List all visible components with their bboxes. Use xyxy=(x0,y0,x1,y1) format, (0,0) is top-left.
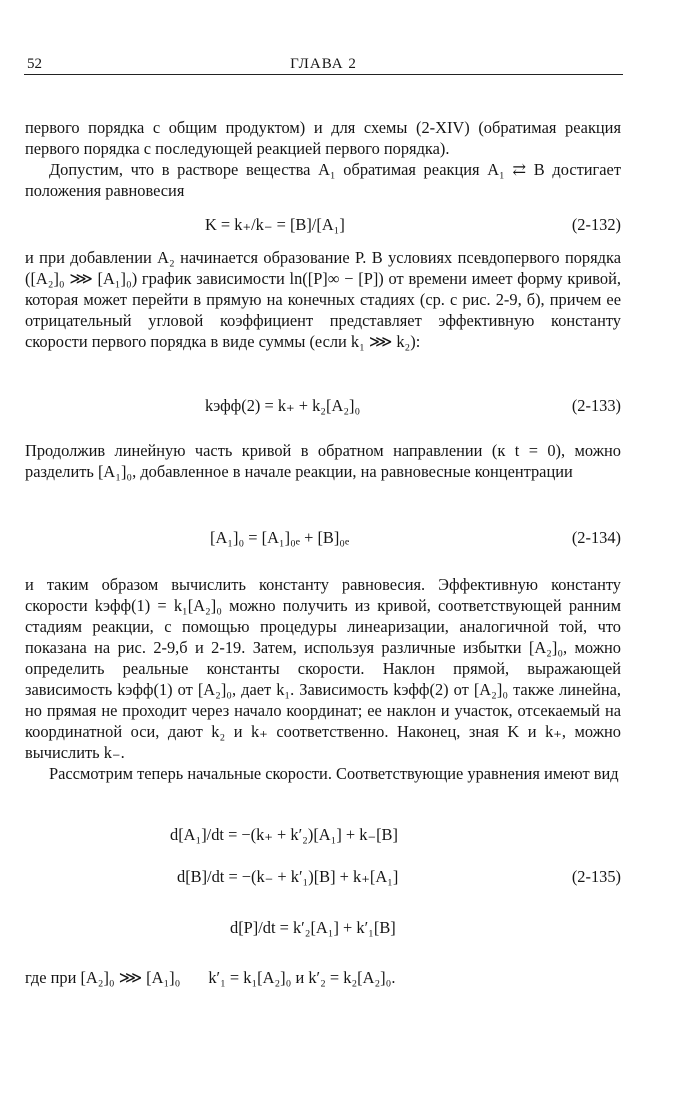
paragraph-1: первого порядка с общим продуктом) и для схемы (2-XIV) (обратимая реакция первого порядка с последующей реакцией первого порядка). xyxy=(25,118,621,158)
chapter-title: ГЛАВА 2 xyxy=(290,56,357,72)
paragraph-3: и при добавлении A₂ начинается образование P. В условиях псевдопервого порядка ([A₂]₀ ⋙ [A₁]₀) график зависимости ln([P]∞ − [P]) от времени имеет форму кривой, которая может перейти в прямую на конечных стадиях (ср. с рис. 2-9, б), причем ее отрицательный угловой коэффициент представляет эффективную константу скорости первого порядка в виде суммы (если k₁ ⋙ k₂): xyxy=(25,248,621,351)
equation-formula: kэфф(2) = k₊ + k₂[A₂]₀ xyxy=(205,396,361,415)
equation-2-133 xyxy=(25,395,621,419)
equation-2-135-line-3 xyxy=(25,917,621,941)
equation-formula: [A₁]₀ = [A₁]₀ₑ + [B]₀ₑ xyxy=(210,528,350,547)
equation-2-132 xyxy=(25,214,621,238)
paragraph-2: Допустим, что в растворе вещества A₁ обратимая реакция A₁ ⇄ B достигает положения равновесия xyxy=(25,160,621,200)
equation-number: (2-134) xyxy=(571,528,621,547)
equation-formula: K = k₊/k₋ = [B]/[A₁] xyxy=(205,215,345,234)
paragraph-5: и таким образом вычислить константу равновесия. Эффективную константу скорости kэфф(1) = k₁[A₂]₀ можно получить из кривой, соответствующей ранним стадиям реакции, с помощью процедуры линеаризации, аналогичной той, что показана на рис. 2-9,б и 2-19. Затем, используя различные избытки [A₂]₀, можно определить реальные константы скорости. Наклон прямой, выражающей зависимость kэфф(1) от [A₂]₀, дает k₁. Зависимость kэфф(2) от [A₂]₀ также линейна, но прямая не проходит через начало координат; ее наклон и участок, отсекаемый на координатной оси, дают k₂ и k₊ соответственно. Наконец, зная K и k₊, можно вычислить k₋. xyxy=(25,575,621,762)
paragraph-6: Рассмотрим теперь начальные скорости. Соответствующие уравнения имеют вид xyxy=(49,764,619,783)
equation-number: (2-133) xyxy=(571,396,621,415)
definition-condition: где при [A₂]₀ ⋙ [A₁]₀ xyxy=(25,968,181,987)
equation-formula: d[B]/dt = −(k₋ + k′₁)[B] + k₊[A₁] xyxy=(177,867,399,886)
equation-2-135-line-2 xyxy=(25,866,621,890)
paragraph-4: Продолжив линейную часть кривой в обратном направлении (к t = 0), можно разделить [A₁]₀, добавленное в начале реакции, на равновесные концентрации xyxy=(25,441,621,481)
equation-formula: d[A₁]/dt = −(k₊ + k′₂)[A₁] + k₋[B] xyxy=(170,825,398,844)
equation-number: (2-135) xyxy=(571,867,621,886)
equation-2-134 xyxy=(25,527,621,551)
equation-2-135-line-1 xyxy=(25,824,621,848)
equation-formula: d[P]/dt = k′₂[A₁] + k′₁[B] xyxy=(230,918,396,937)
definition-line xyxy=(25,967,621,988)
page-number: 52 xyxy=(27,56,42,72)
running-header xyxy=(24,54,623,75)
definition-formula: k′₁ = k₁[A₂]₀ и k′₂ = k₂[A₂]₀. xyxy=(208,968,396,987)
equation-number: (2-132) xyxy=(571,215,621,234)
